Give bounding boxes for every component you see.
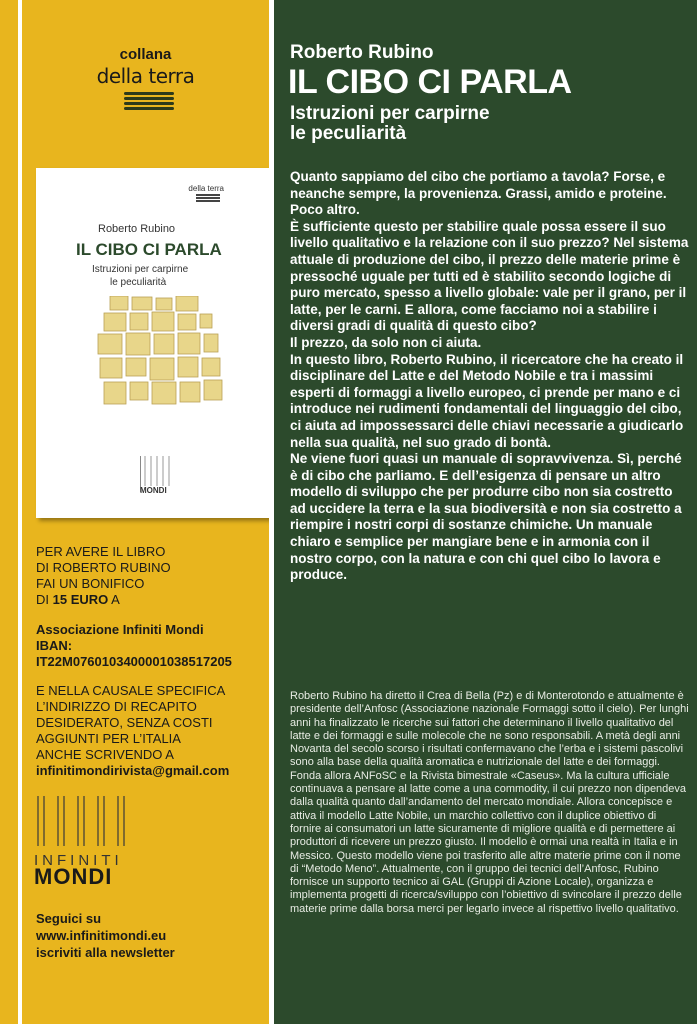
author-bio: Roberto Rubino ha diretto il Crea di Bella (Pz) e di Monterotondo e attualmente è presidente dell’Anfosc (Associazione nazionale Formaggi sotto il cielo). Per lunghi anni ha finalizzato le ricerche sui fattori che determinano il livello qualitativo del latte e dei formaggi e sulle molecole che ne sono responsabili. A metà degli anni Novanta del secolo scorso i risultati confermavano che l’erba e i sistemi pascolivi sono alla base della qualità aromatica e nutrizionale del latte e dei formaggi. Fonda allora ANFoSC e la Rivista bimestrale «Caseus». Ma la cultura ufficiale continuava a pensare al latte come a una commodity, il cui prezzo non dipendeva dalla qualità quanto dall’andamento del mercato mondiale. Allora concepisce e attiva il modello Latte Nobile, un marchio collettivo con il duplice obiettivo di fornire ai consumatori un latte sicuramente di migliore qualità e di permettere ai produttori di ricevere un prezzo giusto. Il modello è ormai una realtà in Italia e in Messico. Questo modello viene poi trasferito alle altre materie prime con il nome di “Metodo Meno”. Attualmente, con il gruppo dei tecnici dell’Anfosc, Rubino fornisce un supporto tecnico ai GAL (Gruppi di Azione Locale), organizza e implementa progetti di ricerca/sviluppo con l’obiettivo di svincolare il prezzo delle materie prime dalla borsa merci per legarlo invece al rispettivo livello qualitativo.	[290, 690, 689, 915]
causale-line-2: L’INDIRIZZO DI RECAPITO	[36, 699, 197, 714]
website-link[interactable]: www.infinitimondi.eu	[36, 928, 167, 943]
paragraph: Il prezzo, da solo non ci aiuta.	[290, 334, 482, 350]
collana-label: collana	[119, 46, 172, 63]
infiniti-lines-icon	[34, 796, 144, 846]
book-publisher: MONDI	[140, 486, 167, 495]
causale-line-1: E NELLA CAUSALE SPECIFICA	[36, 683, 226, 698]
paragraph: È sufficiente questo per stabilire quale possa essere il suo livello qualitativo e la relazione con il suo prezzo? Nel sistema attuale di produzione del cibo, il prezzo delle materie prime è pressoché uguale per tutti ed è stabilito secondo logiche di puro mercato, spesso a livello globale: vale per il grano, per il latte, per le carni. E allora, come facciamo noi a stabilire i diversi gradi di qualità di questo cibo?	[290, 218, 689, 334]
book-main-title: IL CIBO CI PARLA	[288, 63, 572, 101]
sidebar	[22, 0, 269, 1024]
follow-line-1: Seguici su	[36, 911, 102, 926]
causale-line-3: DESIDERATO, SENZA COSTI	[36, 715, 213, 730]
order-line-2: DI ROBERTO RUBINO	[36, 560, 171, 575]
book-furrow-icon	[196, 194, 220, 203]
book-main-subtitle: Istruzioni per carpirne le peculiarità	[290, 103, 490, 144]
left-edge-band	[0, 0, 18, 1024]
iban-value: IT22M0760103400001038517205	[36, 654, 232, 669]
infiniti-mondi-logo	[34, 796, 144, 888]
main-content	[274, 0, 697, 1024]
mondi-text: MONDI	[34, 864, 113, 889]
causale-line-4: AGGIUNTI PER L’ITALIA	[36, 731, 181, 746]
book-subtitle-2: le peculiarità	[110, 277, 167, 288]
order-line-4: DI 15 EURO A	[36, 592, 120, 607]
order-line-3: FAI UN BONIFICO	[36, 576, 145, 591]
book-collana: della terra	[188, 184, 224, 193]
description	[290, 169, 690, 584]
book-cover	[36, 168, 272, 518]
follow-us	[36, 910, 276, 961]
order-instructions	[36, 544, 266, 608]
author-name: Roberto Rubino	[290, 42, 434, 63]
book-subtitle-1: Istruzioni per carpirne	[92, 264, 189, 275]
order-line-1: PER AVERE IL LIBRO	[36, 544, 166, 559]
bank-details	[36, 622, 276, 670]
book-author: Roberto Rubino	[98, 223, 176, 235]
newsletter-link[interactable]: iscriviti alla newsletter	[36, 945, 175, 960]
iban-label: IBAN:	[36, 638, 73, 653]
paragraph: Ne viene fuori quasi un manuale di sopravvivenza. Sì, perché è di cibo che parliamo. E dell’esigenza di pensare un altro modello di sviluppo che per produrre cibo non sia costretto ad uccidere la terra e la sua biodiversità e non sia costretto a riempire i nostri corpi di sostanze chimiche. Un manuale chiaro e semplice per mangiare bene e in armonia con il nostro corpo, con la natura e con chi quel cibo lo lavora e produce.	[290, 451, 682, 583]
della-terra-logo: della terra	[96, 64, 195, 88]
book-title: IL CIBO CI PARLA	[76, 240, 222, 259]
price: 15 EURO	[52, 592, 109, 607]
paragraph: In questo libro, Roberto Rubino, il ricercatore che ha creato il disciplinare del Latte e del Metodo Nobile e tra i massimi esperti di formaggi a livello europeo, ci prende per mano e ci introduce nei rudimenti fondamentali del linguaggio del cibo, ci aiuta ad impossessarci delle chiavi necessarie a giudicarlo nella sua qualità, nel suo grado di bontà.	[290, 351, 684, 450]
causale-instructions	[36, 683, 276, 779]
furrow-lines-icon	[124, 92, 174, 116]
cheese-cubes-image	[86, 296, 236, 416]
causale-line-5: ANCHE SCRIVENDO A	[36, 747, 174, 762]
email-link[interactable]: infinitimondirivista@gmail.com	[36, 763, 230, 778]
infiniti-text: INFINITI	[34, 852, 123, 869]
association-name: Associazione Infiniti Mondi	[36, 622, 204, 637]
paragraph: Quanto sappiamo del cibo che portiamo a tavola? Forse, e neanche sempre, la provenienza. Grassi, amido e proteine. Poco altro.	[290, 169, 667, 218]
